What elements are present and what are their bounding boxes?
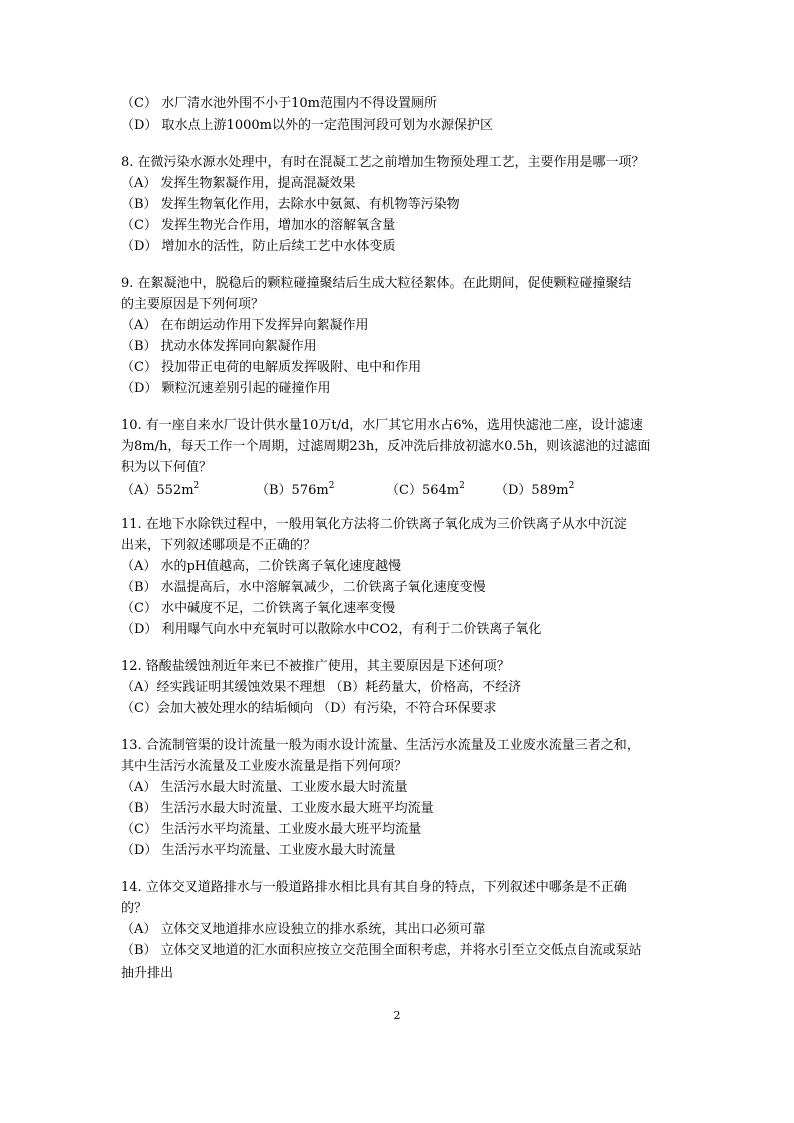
q9-option-a: （A） 在布朗运动作用下发挥异向絮凝作用: [121, 318, 369, 333]
q13-option-a: （A） 生活污水最大时流量、工业废水最大时流量: [121, 780, 408, 795]
q10-options-row: [121, 482, 681, 500]
q13-stem-line-2: 其中生活污水流量及工业废水流量是指下列何项？: [121, 759, 408, 774]
q14-option-b-line-2: 抽升排出: [121, 966, 174, 981]
q14-option-b-line-1: （B） 立体交叉地道的汇水面积应按立交范围全面积考虑，并将水引至立交低点自流或泵站: [121, 943, 642, 958]
page-number: 2: [393, 1009, 401, 1022]
q13-option-b: （B） 生活污水最大时流量、工业废水最大班平均流量: [121, 801, 434, 816]
q8-stem: 8. 在微污染水源水处理中，有时在混凝工艺之前增加生物预处理工艺，主要作用是哪一项？: [121, 155, 645, 170]
q7-option-d: （D） 取水点上游1000m以外的一定范围河段可划为水源保护区: [121, 118, 493, 133]
q8-option-a: （A） 发挥生物絮凝作用，提高混凝效果: [121, 176, 356, 191]
q11-option-b: （B） 水温提高后，水中溶解氧减少，二价铁离子氧化速度变慢: [121, 580, 486, 595]
q13-option-c: （C） 生活污水平均流量、工业废水最大班平均流量: [121, 822, 422, 837]
q7-option-c: （C） 水厂清水池外围不小于10m范围内不得设置厕所: [121, 96, 437, 111]
q8-option-c: （C） 发挥生物光合作用，增加水的溶解氧含量: [121, 218, 396, 233]
q10-option-b: $(B)576m^2$: [256, 481, 335, 498]
q10-option-c: $(C)564m^2$: [386, 481, 465, 498]
q10-stem-line-2: 为8m/h，每天工作一个周期，过滤周期23h，反冲洗后排放初滤水0.5h，则该滤池的过滤面: [121, 439, 651, 454]
q14-stem-line-2: 的？: [121, 901, 148, 916]
q9-stem-line-2: 的主要原因是下列何项？: [121, 297, 265, 312]
q11-stem-line-1: 11. 在地下水除铁过程中，一般用氧化方法将二价铁离子氧化成为三价铁离子从水中沉淀: [121, 517, 627, 532]
q9-option-c: （C） 投加带正电荷的电解质发挥吸附、电中和作用: [121, 360, 422, 375]
q12-options-cd: （C）会加大被处理水的结垢倾向 （D）有污染，不符合环保要求: [121, 701, 497, 716]
q10-option-d: $(D)589m^2$: [495, 481, 575, 498]
q8-option-d: （D） 增加水的活性，防止后续工艺中水体变质: [121, 239, 396, 254]
q13-option-d: （D） 生活污水平均流量、工业废水最大时流量: [121, 843, 396, 858]
q12-stem: 12. 铬酸盐缓蚀剂近年来已不被推广使用，其主要原因是下述何项？: [121, 659, 510, 674]
q10-option-a: $(A)552m^2$: [121, 481, 200, 498]
q14-stem-line-1: 14. 立体交叉道路排水与一般道路排水相比具有其自身的特点，下列叙述中哪条是不正确: [121, 880, 627, 895]
q13-stem-line-1: 13. 合流制管渠的设计流量一般为雨水设计流量、生活污水流量及工业废水流量三者之和，: [121, 738, 640, 753]
q8-option-b: （B） 发挥生物氧化作用，去除水中氨氮、有机物等污染物: [121, 197, 460, 212]
q10-stem-line-3: 积为以下何值？: [121, 460, 213, 475]
q11-option-d: （D） 利用曝气向水中充氧时可以散除水中CO2，有利于二价铁离子氧化: [121, 622, 542, 637]
q11-option-c: （C） 水中碱度不足，二价铁离子氧化速率变慢: [121, 601, 396, 616]
q9-option-d: （D） 颗粒沉速差别引起的碰撞作用: [121, 381, 331, 396]
q14-option-a: （A） 立体交叉地道排水应设独立的排水系统，其出口必须可靠: [121, 922, 486, 937]
q9-option-b: （B） 扰动水体发挥同向絮凝作用: [121, 339, 317, 354]
q10-stem-line-1: 10. 有一座自来水厂设计供水量10万t/d，水厂其它用水占6%，选用快滤池二座，设计滤速: [121, 418, 643, 433]
q12-options-ab: （A）经实践证明其缓蚀效果不理想 （B）耗药量大，价格高，不经济: [121, 680, 522, 695]
q11-option-a: （A） 水的pH值越高，二价铁离子氧化速度越慢: [121, 559, 402, 574]
q9-stem-line-1: 9. 在絮凝池中，脱稳后的颗粒碰撞聚结后生成大粒径絮体。在此期间，促使颗粒碰撞聚结: [121, 276, 632, 291]
q11-stem-line-2: 出来，下列叙述哪项是不正确的？: [121, 538, 317, 553]
